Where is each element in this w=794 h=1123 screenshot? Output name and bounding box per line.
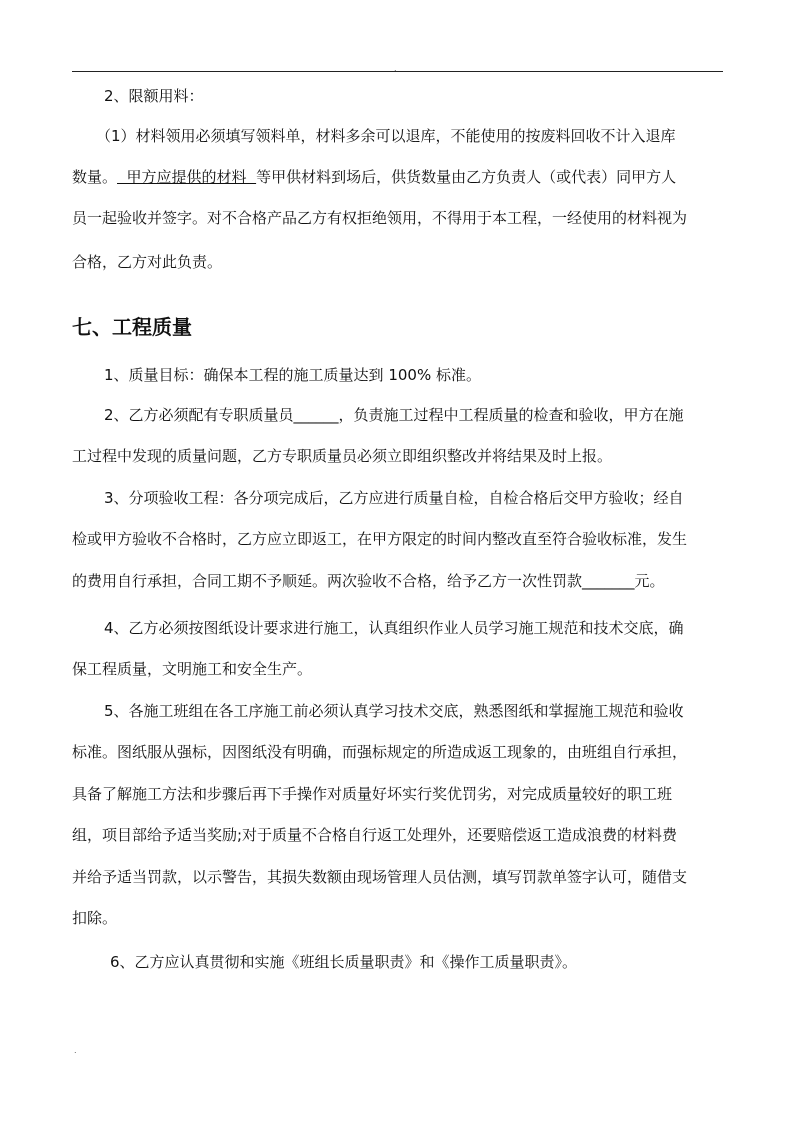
- header-rule: [72, 71, 723, 72]
- paragraph-line: [72, 167, 728, 187]
- section-heading: 七、工程质量: [72, 315, 192, 339]
- list-item: 3、分项验收工程：各分项完成后，乙方应进行质量自检，自检合格后交甲方验收；经自: [104, 489, 684, 507]
- subsection-title: 2、限额用料：: [104, 87, 204, 105]
- paragraph-line: 合格，乙方对此负责。: [72, 253, 223, 271]
- list-item: 5、各施工班组在各工序施工前必须认真学习技术交底，熟悉图纸和掌握施工规范和验收: [104, 702, 684, 720]
- paragraph-line: 检或甲方验收不合格时，乙方应立即返工，在甲方限定的时间内整改直至符合验收标准，发生: [72, 530, 688, 548]
- paragraph-line: 具备了解施工方法和步骤后再下手操作对质量好坏实行奖优罚劣，对完成质量较好的职工班: [72, 785, 673, 803]
- blank-field: _______: [582, 572, 635, 590]
- list-item: 4、乙方必须按图纸设计要求进行施工，认真组织作业人员学习施工规范和技术交底，确: [104, 619, 684, 637]
- list-item: 6、乙方应认真贯彻和实施《班组长质量职责》和《操作工质量职责》。: [110, 953, 578, 971]
- paragraph-line: 员一起验收并签字。对不合格产品乙方有权拒绝领用，不得用于本工程，一经使用的材料视为: [72, 209, 688, 227]
- text-run: 等甲供材料到场后，供货数量由乙方负责人（或代表）同甲方人: [256, 168, 677, 186]
- text-run: ，负责施工过程中工程质量的检查和验收，甲方在施: [338, 406, 684, 424]
- paragraph-line: 并给予适当罚款，以示警告，其损失数额由现场管理人员估测，填写罚款单签字认可，随借支: [72, 868, 688, 886]
- header-dot: .: [394, 64, 397, 73]
- paragraph-line: [72, 571, 728, 591]
- footer-dot: .: [74, 1046, 77, 1055]
- paragraph-line: 扣除。: [72, 909, 118, 927]
- text-run: 的费用自行承担，合同工期不予顺延。两次验收不合格，给予乙方一次性罚款: [72, 572, 583, 590]
- paragraph-line: 组，项目部给予适当奖励;对于质量不合格自行返工处理外，还要赔偿返工造成浪费的材料费: [72, 826, 678, 844]
- blank-field: ______: [293, 406, 339, 424]
- text-run: 数量。: [72, 168, 118, 186]
- underlined-text: 甲方应提供的材料: [117, 168, 257, 186]
- paragraph-line: （1）材料领用必须填写领料单，材料多余可以退库，不能使用的按废料回收不计入退库: [96, 127, 676, 145]
- list-item: [104, 405, 760, 425]
- list-item: 1、质量目标：确保本工程的施工质量达到 100% 标准。: [104, 366, 481, 384]
- paragraph-line: 保工程质量，文明施工和安全生产。: [72, 660, 313, 678]
- text-run: 2、乙方必须配有专职质量员: [104, 406, 294, 424]
- text-run: 元。: [634, 572, 665, 590]
- paragraph-line: 工过程中发现的质量问题，乙方专职质量员必须立即组织整改并将结果及时上报。: [72, 447, 613, 465]
- paragraph-line: 标准。图纸服从强标，因图纸没有明确，而强标规定的所造成返工现象的，由班组自行承担，: [72, 743, 688, 761]
